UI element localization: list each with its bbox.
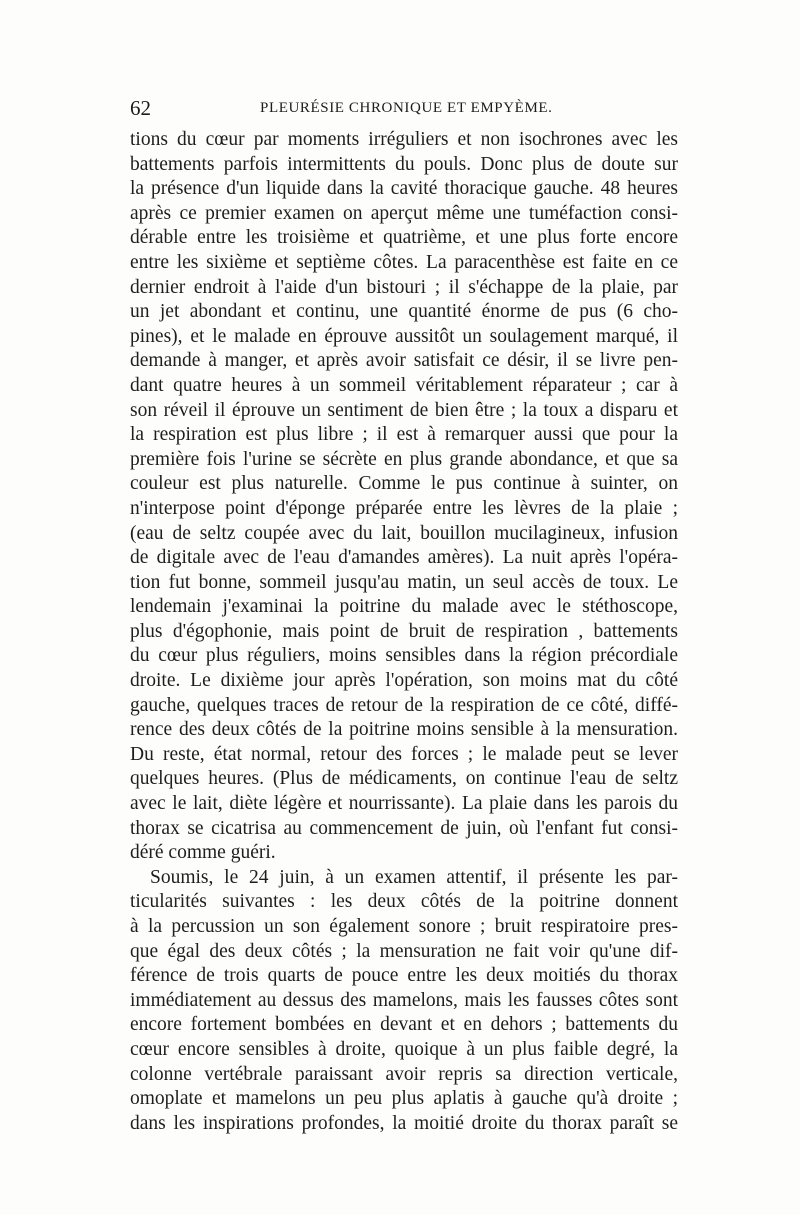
text-line: couleur est plus naturelle. Comme le pus continue à suinter, on (130, 473, 678, 495)
text-line: un jet abondant et continu, une quantité énorme de pus (6 cho- (130, 301, 678, 323)
body-text (130, 128, 678, 1136)
text-line: gauche, quelques traces de retour de la respiration de ce côté, diffé- (130, 694, 678, 716)
text-line: dérable entre les troisième et quatrième, et une plus forte encore (130, 227, 678, 249)
text-line: pines), et le malade en éprouve aussitôt un soulagement marqué, il (130, 325, 678, 347)
text-line: de digitale avec de l'eau d'amandes amères). La nuit après l'opéra- (130, 547, 678, 569)
text-line: omoplate et mamelons un peu plus aplatis à gauche qu'à droite ; (130, 1088, 678, 1110)
text-line: entre les sixième et septième côtes. La paracenthèse est faite en ce (130, 251, 678, 273)
text-line: du cœur plus réguliers, moins sensibles dans la région précordiale (130, 645, 678, 667)
text-line: cœur encore sensibles à droite, quoique à un plus faible degré, la (130, 1038, 678, 1060)
page-header (130, 96, 678, 126)
page-number: 62 (130, 96, 151, 120)
text-line: à la percussion un son également sonore ; bruit respiratoire pres- (130, 916, 678, 937)
text-line: lendemain j'examinai la poitrine du malade avec le stéthoscope, (130, 596, 678, 618)
running-head: PLEURÉSIE CHRONIQUE ET EMPYÈME. (260, 100, 553, 116)
text-line: battements parfois intermittents du pouls. Donc plus de doute sur (130, 153, 678, 175)
text-line: rence des deux côtés de la poitrine moins sensible à la mensuration. (130, 719, 678, 741)
text-line: (eau de seltz coupée avec du lait, bouillon mucilagineux, infusion (130, 522, 678, 544)
text-line: n'interpose point d'éponge préparée entre les lèvres de la plaie ; (130, 497, 678, 519)
text-line: la respiration est plus libre ; il est à remarquer aussi que pour la (130, 424, 678, 446)
text-line: thorax se cicatrisa au commencement de juin, où l'enfant fut consi- (130, 817, 678, 839)
text-line-paragraph-start: Soumis, le 24 juin, à un examen attentif, il présente les par- (150, 866, 678, 888)
text-line: première fois l'urine se sécrète en plus grande abondance, et que sa (130, 448, 678, 470)
text-line: plus d'égophonie, mais point de bruit de respiration , battements (130, 620, 678, 642)
text-line: droite. Le dixième jour après l'opération, son moins mat du côté (130, 670, 678, 692)
text-line: dant quatre heures à un sommeil véritablement réparateur ; car à (130, 374, 678, 396)
text-line: que égal des deux côtés ; la mensuration ne fait voir qu'une dif- (130, 940, 678, 962)
text-line: encore fortement bombées en devant et en dehors ; battements du (130, 1014, 678, 1036)
text-line: après ce premier examen on aperçut même une tuméfaction consi- (130, 202, 678, 224)
text-line: son réveil il éprouve un sentiment de bien être ; la toux a disparu et (130, 399, 678, 421)
text-line: ticularités suivantes : les deux côtés de la poitrine donnent (130, 891, 678, 913)
text-line: la présence d'un liquide dans la cavité thoracique gauche. 48 heures (130, 178, 678, 200)
text-line: Du reste, état normal, retour des forces ; le malade peut se lever (130, 743, 678, 765)
text-line: dernier endroit à l'aide d'un bistouri ; il s'échappe de la plaie, par (130, 276, 678, 298)
text-line: tion fut bonne, sommeil jusqu'au matin, un seul accès de toux. Le (130, 571, 678, 593)
text-line-paragraph-end: déré comme guéri. (130, 842, 276, 864)
text-line: quelques heures. (Plus de médicaments, on continue l'eau de seltz (130, 768, 678, 790)
text-line: colonne vertébrale paraissant avoir repris sa direction verticale, (130, 1063, 678, 1085)
text-line: dans les inspirations profondes, la moitié droite du thorax paraît se (130, 1112, 678, 1134)
text-line: demande à manger, et après avoir satisfait ce désir, il se livre pen- (130, 350, 678, 372)
text-line: tions du cœur par moments irréguliers et non isochrones avec les (130, 129, 678, 150)
text-line: immédiatement au dessus des mamelons, mais les fausses côtes sont (130, 989, 678, 1011)
text-line: avec le lait, diète légère et nourrissante). La plaie dans les parois du (130, 793, 678, 815)
text-line: férence de trois quarts de pouce entre les deux moitiés du thorax (130, 965, 678, 987)
